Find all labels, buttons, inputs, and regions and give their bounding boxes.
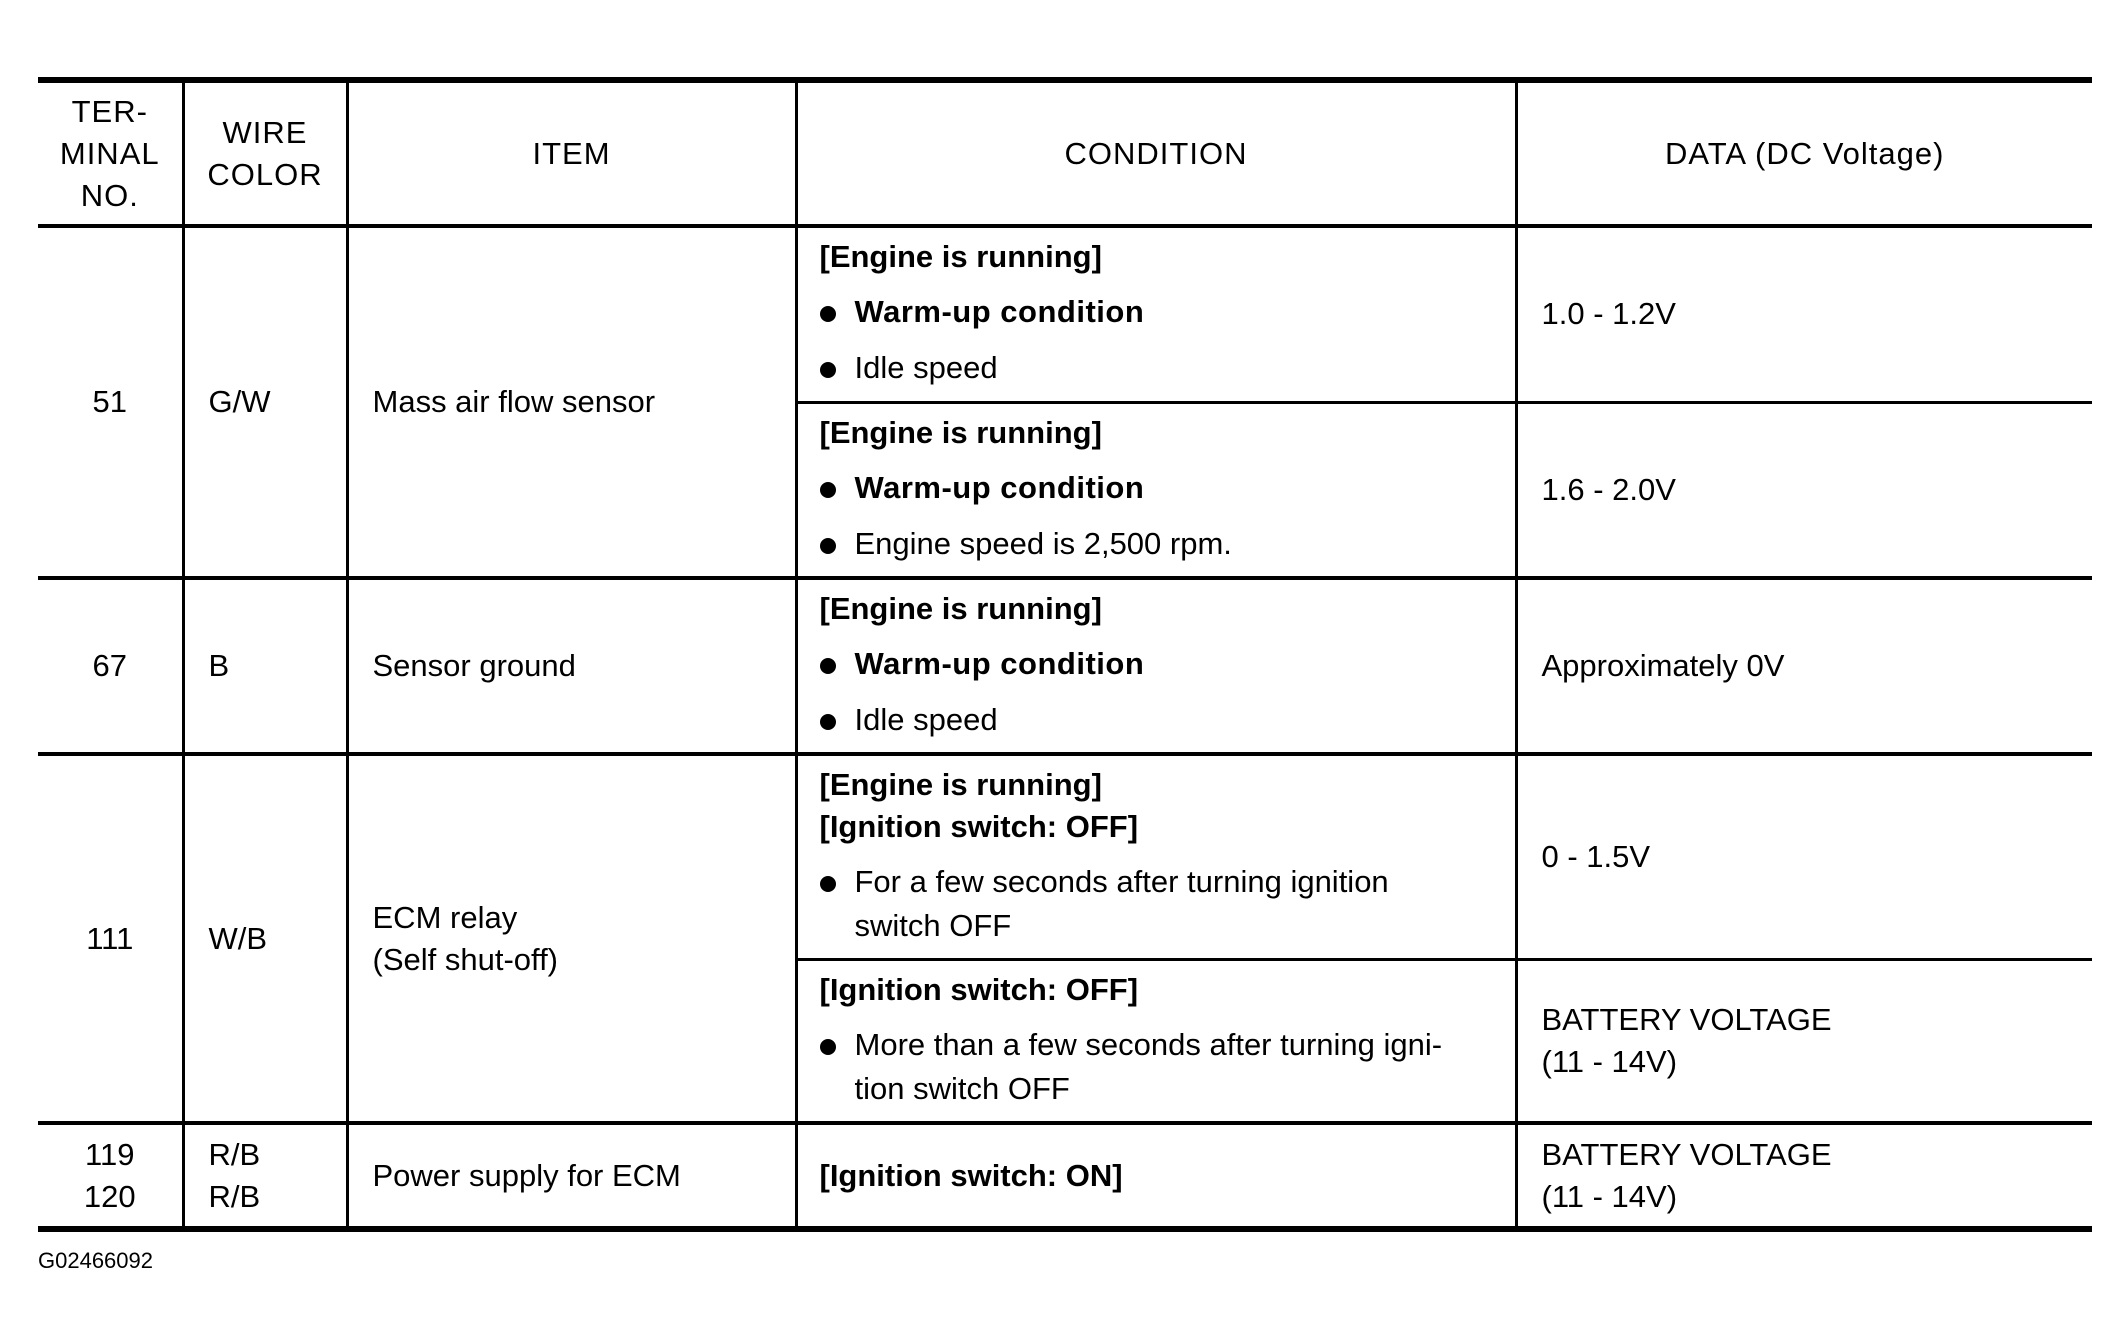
- condition-heading: [Ignition switch: OFF]: [819, 972, 1139, 1007]
- item-line2: (Self shut-off): [372, 941, 559, 977]
- condition: [796, 960, 1516, 1124]
- condition-heading: [Engine is running]: [819, 239, 1102, 275]
- table-row: [38, 754, 2092, 960]
- item: Sensor ground: [347, 578, 796, 754]
- terminal-no: 51: [38, 226, 183, 578]
- condition-bullet: [820, 522, 1497, 566]
- bullet-icon: [820, 658, 836, 674]
- bullet-text-line1: More than a few seconds after turning igni-: [854, 1027, 1443, 1062]
- condition-heading: [Ignition switch: ON]: [819, 1157, 1123, 1193]
- data-value: [1516, 960, 2092, 1124]
- condition-heading: [Ignition switch: OFF]: [819, 809, 1139, 844]
- terminal-no: 111: [38, 754, 183, 1123]
- terminal-line1: 119: [85, 1136, 135, 1172]
- data-line1: BATTERY VOLTAGE: [1541, 1136, 1832, 1172]
- data-value: [1516, 1123, 2092, 1229]
- data-line1: BATTERY VOLTAGE: [1541, 1002, 1832, 1037]
- wire-color: B: [183, 578, 347, 754]
- bullet-text: [855, 1023, 1443, 1111]
- data-value: Approximately 0V: [1516, 578, 2092, 754]
- item: Mass air flow sensor: [347, 226, 796, 578]
- condition-bullet: [820, 642, 1497, 686]
- wire-color: [183, 1123, 347, 1229]
- wire-line1: R/B: [208, 1136, 261, 1172]
- header-condition: CONDITION: [796, 80, 1516, 226]
- condition: [796, 1123, 1516, 1229]
- wire-color: W/B: [183, 754, 347, 1123]
- bullet-text-line2: tion switch OFF: [854, 1071, 1070, 1106]
- bullet-text: Idle speed: [854, 350, 998, 386]
- header-wire-line1: WIRE: [222, 114, 308, 150]
- condition-bullet: [820, 860, 1497, 948]
- bullet-icon: [820, 362, 836, 378]
- condition-bullet: [820, 698, 1497, 742]
- header-terminal-line2: MINAL: [59, 135, 160, 171]
- condition-heading: [Engine is running]: [819, 591, 1102, 626]
- header-wire-color: [183, 80, 347, 226]
- header-terminal-line1: TER-: [71, 93, 148, 129]
- condition-bullet: [820, 1023, 1497, 1111]
- item-line1: ECM relay: [372, 899, 518, 935]
- header-terminal-line3: NO.: [80, 177, 139, 213]
- item: [347, 754, 796, 1123]
- bullet-text: Idle speed: [854, 702, 998, 737]
- table-row: [38, 1123, 2092, 1229]
- wire-line2: R/B: [208, 1178, 261, 1214]
- bullet-icon: [820, 714, 836, 730]
- table-row: [38, 578, 2092, 754]
- item: Power supply for ECM: [347, 1123, 796, 1229]
- terminal-no: 67: [38, 578, 183, 754]
- data-line2: (11 - 14V): [1541, 1044, 1678, 1079]
- table-row: [38, 226, 2092, 402]
- terminal-no: [38, 1123, 183, 1229]
- bullet-icon: [820, 482, 836, 498]
- bullet-icon: [820, 876, 836, 892]
- condition-bullet: [820, 290, 1497, 334]
- data-line2: (11 - 14V): [1541, 1178, 1678, 1214]
- bullet-icon: [820, 1039, 836, 1055]
- header-data: DATA (DC Voltage): [1516, 80, 2092, 226]
- data-value: 1.6 - 2.0V: [1516, 402, 2092, 578]
- header-row: [38, 80, 2092, 226]
- wire-color: G/W: [183, 226, 347, 578]
- header-terminal: [38, 80, 183, 226]
- ecm-terminal-table: [38, 77, 2092, 1232]
- condition-heading: [Engine is running]: [819, 414, 1102, 450]
- bullet-text-line2: switch OFF: [854, 908, 1012, 943]
- bullet-text: Warm-up condition: [854, 646, 1145, 681]
- bullet-text: [855, 860, 1389, 948]
- figure-id: G02466092: [38, 1248, 153, 1273]
- condition-bullet: [820, 466, 1497, 510]
- header-wire-line2: COLOR: [207, 156, 323, 192]
- condition: [796, 578, 1516, 754]
- condition: [796, 226, 1516, 402]
- bullet-icon: [820, 538, 836, 554]
- condition: [796, 754, 1516, 960]
- data-value: 1.0 - 1.2V: [1516, 226, 2092, 402]
- bullet-text: Warm-up condition: [854, 469, 1145, 505]
- bullet-text: Engine speed is 2,500 rpm.: [854, 525, 1232, 561]
- bullet-text: Warm-up condition: [854, 294, 1145, 330]
- condition-heading: [Engine is running]: [819, 767, 1102, 802]
- terminal-line2: 120: [83, 1178, 136, 1214]
- condition: [796, 402, 1516, 578]
- header-item: ITEM: [347, 80, 796, 226]
- bullet-icon: [820, 306, 836, 322]
- data-value: 0 - 1.5V: [1516, 754, 2092, 960]
- condition-bullet: [820, 346, 1497, 390]
- bullet-text-line1: For a few seconds after turning ignition: [854, 864, 1389, 899]
